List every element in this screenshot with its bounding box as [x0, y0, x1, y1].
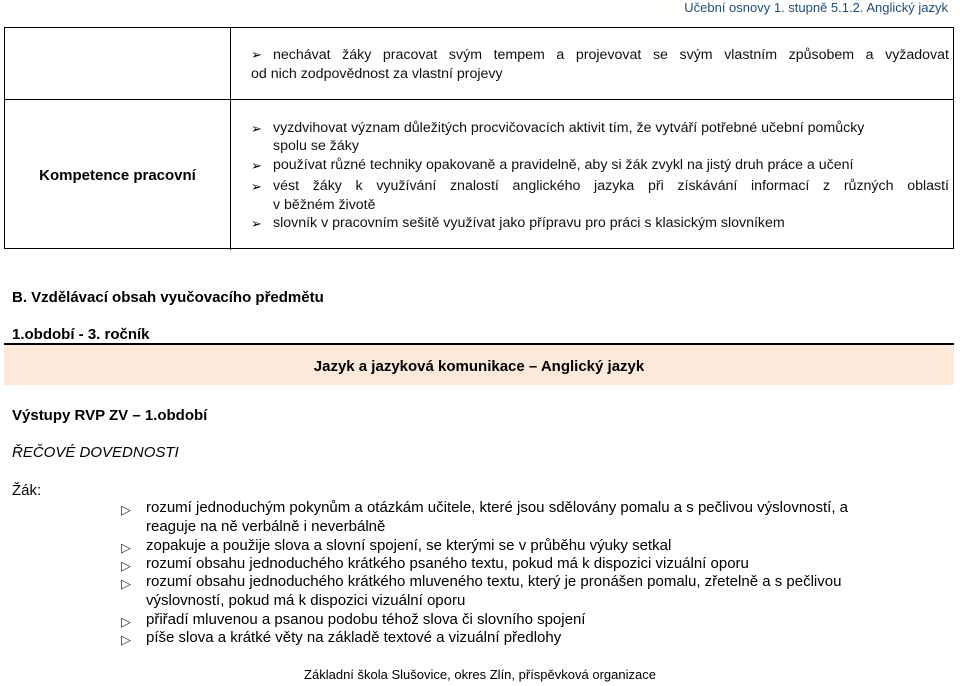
output-line: výslovností, pokud má k dispozici vizuální oporu [146, 592, 466, 609]
arrow-bullet-icon: ▷ [121, 540, 131, 555]
page-footer: Základní škola Slušovice, okres Zlín, příspěvková organizace [304, 667, 656, 682]
table-text-line: nechávat žáky pracovat svým tempem a projevovat se svým vlastním způsobem a vyžadovat [273, 47, 949, 63]
table-text-line: od nich zodpovědnost za vlastní projevy [251, 66, 503, 82]
pupil-label: Žák: [12, 482, 42, 499]
bullet-line: slovník v pracovním sešitě využívat jako přípravu pro práci s klasickým slovníkem [273, 215, 785, 231]
arrow-bullet-icon: ▷ [121, 502, 131, 517]
arrow-bullet-icon: ▷ [121, 576, 131, 591]
period-title: 1.období - 3. ročník [12, 326, 150, 343]
skills-title: ŘEČOVÉ DOVEDNOSTI [12, 444, 179, 461]
arrow-bullet-icon: ➢ [251, 179, 262, 194]
section-title: B. Vzdělávací obsah vyučovacího předmětu [12, 289, 324, 306]
output-line: rozumí jednoduchým pokynům a otázkám učitele, které jsou sdělovány pomalu a s pečlivou výslovností, a [146, 499, 849, 516]
output-line: píše slova a krátké věty na základě textové a vizuální předlohy [146, 629, 562, 646]
table-row-competence [5, 100, 953, 250]
outputs-title: Výstupy RVP ZV – 1.období [12, 407, 208, 424]
arrow-bullet-icon: ▷ [121, 558, 131, 573]
arrow-bullet-icon: ➢ [251, 158, 262, 173]
bullet-line: vést žáky k využívání znalostí anglického jazyka při získávání informací z různých oblastí [273, 178, 949, 194]
bullet-line: používat různé techniky opakovaně a pravidelně, aby si žák zvykl na jistý druh práce a učení [273, 157, 854, 173]
table-row-top [5, 28, 953, 100]
output-line: zopakuje a použije slova a slovní spojení, se kterými se v průběhu výuky setkal [146, 537, 672, 554]
page-header: Učební osnovy 1. stupně 5.1.2. Anglický jazyk [684, 0, 948, 15]
output-line: reaguje na ně verbálně i neverbálně [146, 518, 386, 535]
subject-title: Jazyk a jazyková komunikace – Anglický jazyk [313, 358, 645, 375]
arrow-bullet-icon: ➢ [251, 47, 262, 62]
subject-heading-band [4, 343, 954, 385]
bullet-line: spolu se žáky [273, 138, 359, 154]
column-divider [230, 28, 231, 99]
column-divider [230, 100, 231, 250]
competence-table [4, 27, 954, 249]
bullet-line: vyzdvihovat význam důležitých procvičovacích aktivit tím, že vytváří potřebné učební pomůcky [273, 120, 865, 136]
output-line: přiřadí mluvenou a psanou podobu téhož slova či slovního spojení [146, 611, 586, 628]
arrow-bullet-icon: ▷ [121, 614, 131, 629]
arrow-bullet-icon: ➢ [251, 216, 262, 231]
bullet-line: v běžném životě [273, 197, 376, 213]
output-line: rozumí obsahu jednoduchého krátkého psaného textu, pokud má k dispozici vizuální oporu [146, 555, 749, 572]
arrow-bullet-icon: ▷ [121, 632, 131, 647]
arrow-bullet-icon: ➢ [251, 121, 262, 136]
output-line: rozumí obsahu jednoduchého krátkého mluveného textu, který je pronášen pomalu, zřetelně a s pečlivou [146, 573, 842, 590]
row-label: Kompetence pracovní [39, 166, 196, 184]
